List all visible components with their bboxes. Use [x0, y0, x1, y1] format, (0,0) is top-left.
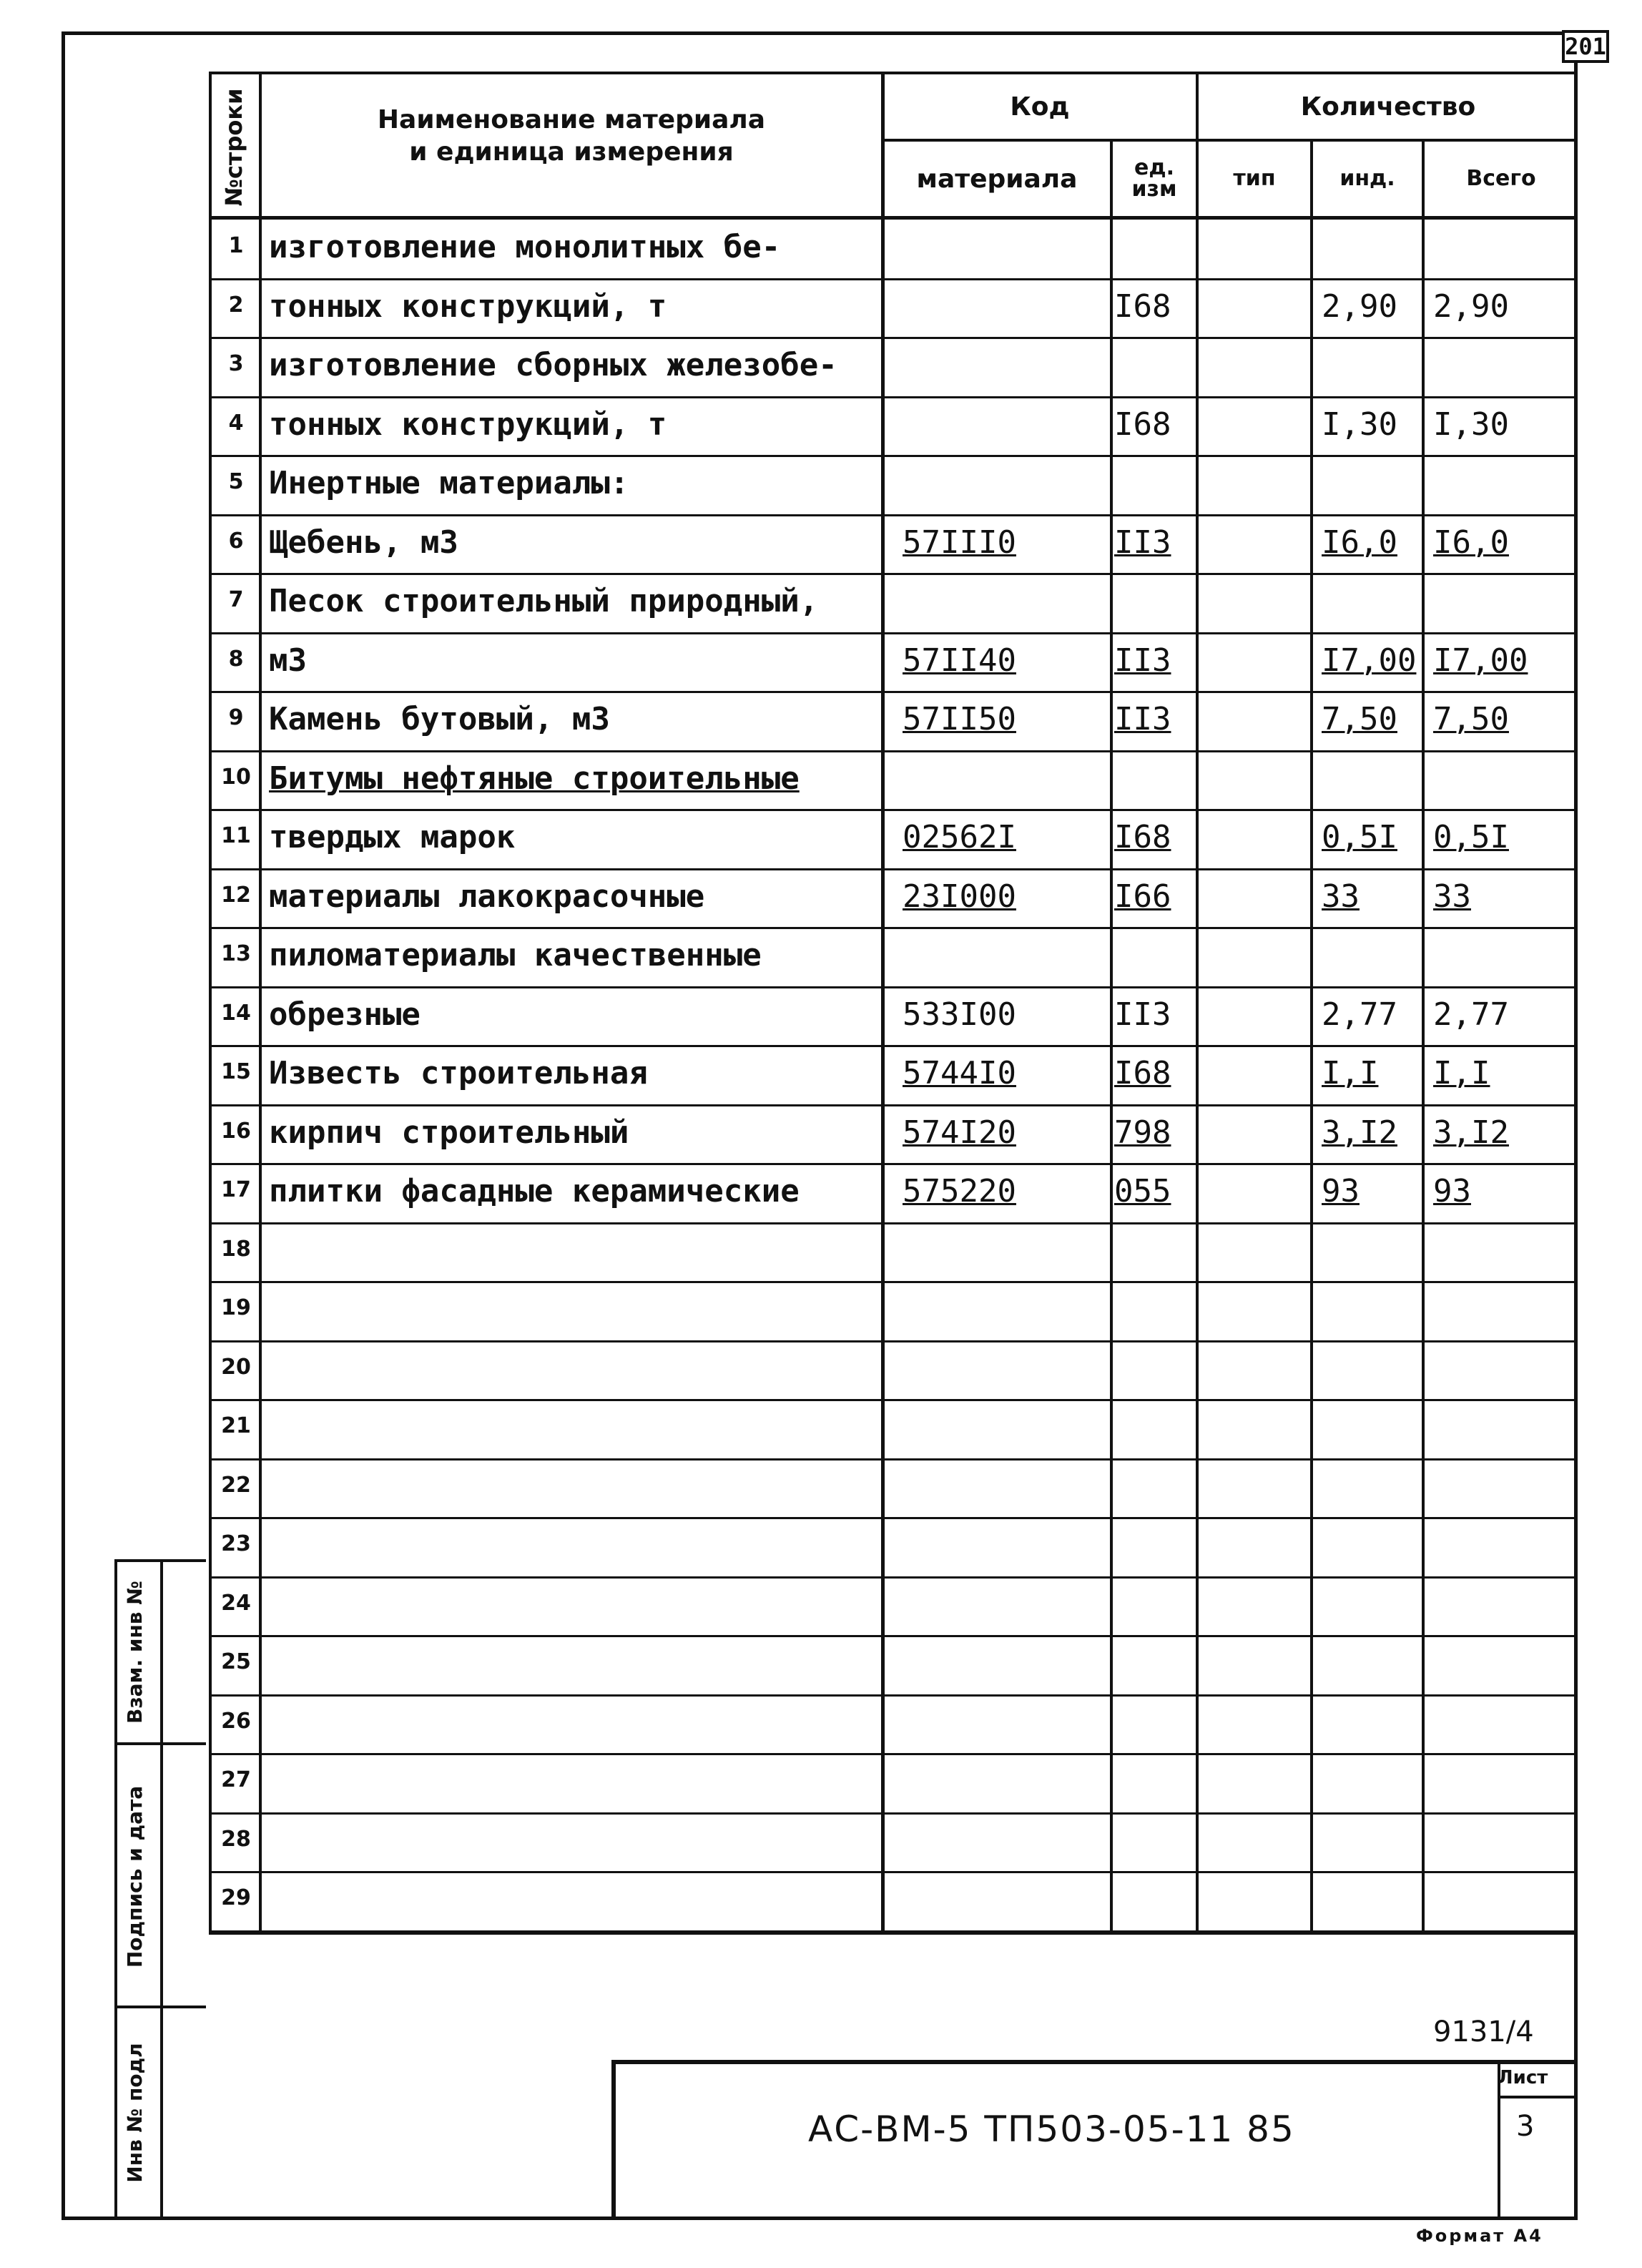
row-number: 6 — [228, 529, 244, 554]
row-divider — [209, 691, 1578, 693]
header-name — [262, 93, 881, 179]
row-code-cell: 23I000 — [903, 878, 1016, 915]
header-code-material: материала — [916, 164, 1078, 194]
row-number: 5 — [228, 469, 244, 494]
row-name-cell: обрезные — [269, 996, 421, 1033]
row-unit-cell: I68 — [1114, 288, 1171, 325]
row-number: 9 — [228, 705, 244, 730]
row-total-cell: 33 — [1433, 878, 1471, 915]
row-number: 3 — [228, 351, 244, 376]
row-divider — [209, 1930, 1578, 1933]
row-total-cell: 7,50 — [1433, 701, 1509, 737]
row-number: 10 — [221, 765, 251, 790]
row-number: 25 — [221, 1649, 251, 1674]
row-divider — [209, 809, 1578, 811]
col-border-code — [1110, 139, 1113, 1934]
sheet-value: 3 — [1516, 2110, 1535, 2143]
row-total-cell: 93 — [1433, 1173, 1471, 1209]
header-qty-group: Количество — [1300, 92, 1476, 122]
header-bottom — [209, 216, 1578, 220]
row-name-cell: Инертные материалы: — [269, 465, 629, 501]
row-divider — [209, 1753, 1578, 1755]
header-qty-total: Всего — [1466, 166, 1536, 192]
row-divider — [209, 632, 1578, 634]
row-number: 15 — [221, 1059, 251, 1084]
row-number: 19 — [221, 1295, 251, 1320]
row-number: 7 — [228, 587, 244, 612]
row-divider — [209, 1517, 1578, 1519]
paper-format: Формат А4 — [1416, 2226, 1543, 2246]
row-ind-cell: 2,77 — [1322, 996, 1397, 1033]
row-unit-cell: I68 — [1114, 1055, 1171, 1091]
row-name-cell: твердых марок — [269, 819, 516, 855]
row-total-cell: I,I — [1433, 1055, 1490, 1091]
side-stamp-sign-date: Подпись и дата — [123, 1785, 147, 1968]
row-divider — [209, 1104, 1578, 1106]
row-code-cell: 57II50 — [903, 701, 1016, 737]
row-divider — [209, 1222, 1578, 1224]
row-code-cell: 575220 — [903, 1173, 1016, 1209]
row-ind-cell: 93 — [1322, 1173, 1360, 1209]
row-number: 2 — [228, 293, 244, 318]
col-border-unit — [1196, 72, 1199, 1934]
row-unit-cell: I68 — [1114, 819, 1171, 855]
row-divider — [209, 750, 1578, 752]
row-ind-cell: 33 — [1322, 878, 1360, 915]
row-divider — [209, 573, 1578, 575]
row-divider — [209, 868, 1578, 870]
header-name-line1: Наименование материала — [377, 105, 766, 134]
row-number: 23 — [221, 1531, 251, 1556]
row-code-cell: 533I00 — [903, 996, 1016, 1033]
row-number: 16 — [221, 1119, 251, 1144]
row-number: 13 — [221, 941, 251, 966]
row-divider — [209, 1576, 1578, 1579]
row-name-cell: плитки фасадные керамические — [269, 1173, 800, 1209]
row-code-cell: 02562I — [903, 819, 1016, 855]
row-ind-cell: 0,5I — [1322, 819, 1397, 855]
row-divider — [209, 514, 1578, 516]
row-number: 27 — [221, 1767, 251, 1792]
side-stamp-line — [114, 1559, 206, 1562]
row-name-cell: Щебень, м3 — [269, 524, 458, 561]
row-number: 24 — [221, 1591, 251, 1616]
row-name-cell: тонных конструкций, т — [269, 288, 667, 325]
col-border-name — [881, 72, 885, 1934]
row-name-cell: Известь строительная — [269, 1055, 648, 1091]
row-name-cell: тонных конструкций, т — [269, 406, 667, 443]
row-number: 20 — [221, 1355, 251, 1380]
header-row-number: №строки — [220, 88, 247, 207]
row-ind-cell: I,I — [1322, 1055, 1379, 1091]
row-number: 28 — [221, 1827, 251, 1852]
header-name-line2: и единица измерения — [409, 137, 734, 167]
row-name-cell: м3 — [269, 642, 307, 679]
row-divider — [209, 1163, 1578, 1165]
sheet-label: Лист — [1498, 2067, 1548, 2088]
row-number: 18 — [221, 1237, 251, 1262]
row-divider — [209, 396, 1578, 398]
document-designation: АС-ВМ-5 ТП503-05-11 85 — [808, 2109, 1295, 2150]
row-unit-cell: II3 — [1114, 642, 1171, 679]
row-divider — [209, 1871, 1578, 1873]
side-stamp-border — [114, 1559, 117, 2220]
row-code-cell: 574I20 — [903, 1114, 1016, 1151]
side-stamp-inv-orig: Инв № подл — [123, 2043, 147, 2183]
row-divider — [209, 986, 1578, 988]
row-ind-cell: 3,I2 — [1322, 1114, 1397, 1151]
row-divider — [209, 1399, 1578, 1401]
row-number: 12 — [221, 883, 251, 908]
row-number: 17 — [221, 1177, 251, 1202]
title-block-sheet-line — [1498, 2096, 1575, 2098]
row-unit-cell: II3 — [1114, 524, 1171, 561]
sheet-number: 201 — [1562, 30, 1609, 63]
row-number: 14 — [221, 1001, 251, 1026]
row-ind-cell: 2,90 — [1322, 288, 1397, 325]
row-code-cell: 57II40 — [903, 642, 1016, 679]
row-name-cell: Битумы нефтяные строительные — [269, 760, 800, 797]
row-unit-cell: 055 — [1114, 1173, 1171, 1209]
row-divider — [209, 1340, 1578, 1342]
inventory-number: 9131/4 — [1433, 2016, 1534, 2048]
row-total-cell: 2,90 — [1433, 288, 1509, 325]
row-divider — [209, 278, 1578, 280]
side-stamp-inner — [160, 1559, 163, 2220]
col-border-left — [209, 72, 212, 1934]
row-number: 22 — [221, 1473, 251, 1498]
row-number: 26 — [221, 1709, 251, 1734]
row-ind-cell: I6,0 — [1322, 524, 1397, 561]
side-stamp-line — [114, 1742, 206, 1745]
row-number: 11 — [221, 823, 251, 848]
col-border-rownum — [259, 72, 262, 1934]
row-divider — [209, 1458, 1578, 1461]
row-unit-cell: I68 — [1114, 406, 1171, 443]
row-ind-cell: I,30 — [1322, 406, 1397, 443]
row-code-cell: 5744I0 — [903, 1055, 1016, 1091]
header-code-group: Код — [1010, 92, 1070, 122]
row-total-cell: I,30 — [1433, 406, 1509, 443]
row-name-cell: материалы лакокрасочные — [269, 878, 705, 915]
row-number: 29 — [221, 1885, 251, 1910]
row-unit-cell: 798 — [1114, 1114, 1171, 1151]
header-qty-ind: инд. — [1339, 166, 1395, 192]
row-divider — [209, 455, 1578, 457]
row-total-cell: 3,I2 — [1433, 1114, 1509, 1151]
row-total-cell: 0,5I — [1433, 819, 1509, 855]
row-number: 21 — [221, 1413, 251, 1438]
row-divider — [209, 927, 1578, 929]
row-total-cell: I6,0 — [1433, 524, 1509, 561]
row-name-cell: кирпич строительный — [269, 1114, 629, 1151]
header-code-unit-line1: ед. — [1134, 155, 1174, 180]
row-number: 1 — [228, 233, 244, 258]
row-number: 8 — [228, 647, 244, 672]
row-total-cell: 2,77 — [1433, 996, 1509, 1033]
row-divider — [209, 1694, 1578, 1697]
row-unit-cell: II3 — [1114, 701, 1171, 737]
row-number: 4 — [228, 411, 244, 436]
header-code-unit-line2: изм — [1131, 177, 1177, 202]
row-divider — [209, 1045, 1578, 1047]
header-qty-type: тип — [1233, 166, 1276, 192]
side-stamp-swap-inv: Взам. инв № — [123, 1581, 147, 1724]
row-ind-cell: I7,00 — [1322, 642, 1417, 679]
col-border-type — [1310, 139, 1313, 1934]
row-name-cell: Камень бутовый, м3 — [269, 701, 610, 737]
row-divider — [209, 1635, 1578, 1637]
row-unit-cell: I66 — [1114, 878, 1171, 915]
row-divider — [209, 1281, 1578, 1283]
row-unit-cell: II3 — [1114, 996, 1171, 1033]
side-stamp-line — [114, 2006, 206, 2008]
row-ind-cell: 7,50 — [1322, 701, 1397, 737]
row-total-cell: I7,00 — [1433, 642, 1528, 679]
row-name-cell: изготовление монолитных бе- — [269, 229, 781, 265]
row-name-cell: Песок строительный природный, — [269, 583, 819, 619]
row-divider — [209, 337, 1578, 339]
row-name-cell: изготовление сборных железобе- — [269, 347, 837, 383]
header-code-unit — [1113, 142, 1196, 216]
col-border-ind — [1422, 139, 1425, 1934]
row-divider — [209, 1812, 1578, 1815]
row-name-cell: пиломатериалы качественные — [269, 937, 762, 973]
row-code-cell: 57III0 — [903, 524, 1016, 561]
